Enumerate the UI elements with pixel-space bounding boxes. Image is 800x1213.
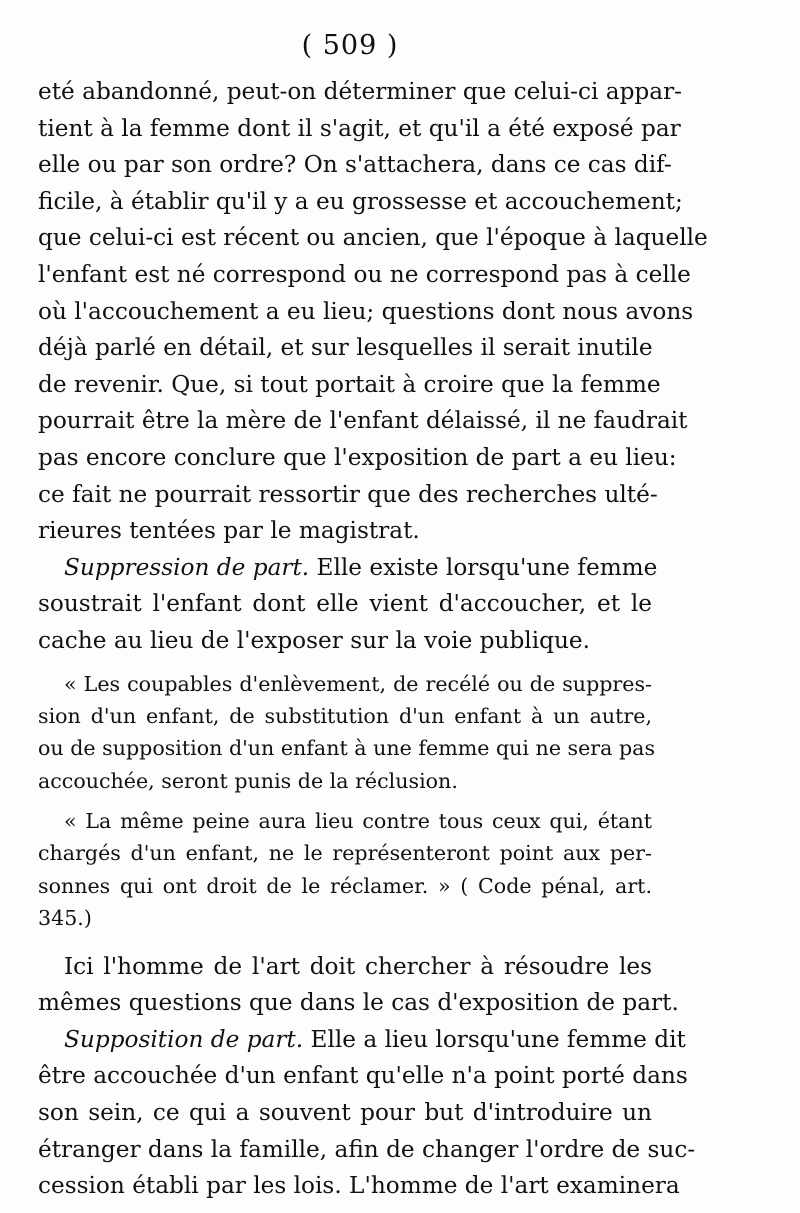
page-number: ( 509 ): [301, 30, 399, 61]
text-line: son sein, ce qui a souvent pour but d'introduire un: [38, 1099, 652, 1126]
text-line: [38, 1022, 686, 1059]
paragraph-suppression: [38, 550, 658, 660]
paragraph-supposition: [38, 1022, 696, 1205]
text-line: [38, 550, 658, 587]
body-text: [38, 74, 708, 1205]
text-line: tient à la femme dont il s'agit, et qu'il a été exposé par: [38, 114, 681, 142]
quote-line: accouchée, seront punis de la réclusion.: [38, 768, 458, 793]
quote-code-article-1: [38, 668, 656, 798]
text-line: rieures tentées par le magistrat.: [38, 517, 420, 545]
text-fragment: Elle a lieu lorsqu'une femme dit: [310, 1025, 686, 1053]
text-line: soustrait l'enfant dont elle vient d'accoucher, et le: [38, 590, 652, 618]
text-line: où l'accouchement a eu lieu; questions dont nous avons: [38, 297, 694, 325]
quote-line: sonnes qui ont droit de le réclamer. » ( Code pénal, art.: [38, 873, 652, 898]
paragraph-exposition: [38, 74, 708, 550]
text-line: pas encore conclure que l'exposition de part a eu lieu:: [38, 443, 677, 471]
text-line: ficile, à établir qu'il y a eu grossesse et accouchement;: [38, 187, 683, 215]
text-line: elle ou par son ordre? On s'attachera, dans ce cas dif-: [38, 151, 672, 179]
spacer: [38, 797, 652, 805]
quote-line: « Les coupables d'enlèvement, de recélé ou de suppres-: [64, 671, 652, 696]
text-line: Ici l'homme de l'art doit chercher à résoudre les: [64, 952, 652, 980]
text-line: être accouchée d'un enfant qu'elle n'a point porté dans: [38, 1062, 688, 1090]
section-heading-suppression: Suppression de part.: [64, 553, 310, 581]
text-line: que celui-ci est récent ou ancien, que l'époque à laquelle: [38, 224, 708, 252]
text-line: de revenir. Que, si tout portait à croire que la femme: [38, 370, 661, 398]
paragraph-homme-de-lart: [38, 949, 679, 1022]
quote-code-article-2: [38, 805, 652, 935]
text-line: cache au lieu de l'exposer sur la voie publique.: [38, 626, 591, 654]
text-line: pourrait être la mère de l'enfant délaissé, il ne faudrait: [38, 407, 688, 435]
quote-line: « La même peine aura lieu contre tous ceux qui, étant: [64, 809, 652, 834]
quote-line: 345.): [38, 906, 92, 931]
quote-line: chargés d'un enfant, ne le représenteront point aux per-: [38, 841, 652, 866]
quote-line: ou de supposition d'un enfant à une femme qui ne sera pas: [38, 736, 656, 761]
section-heading-supposition: Supposition de part.: [64, 1025, 304, 1053]
quote-line: sion d'un enfant, de substitution d'un enfant à un autre,: [38, 703, 652, 728]
text-line: ce fait ne pourrait ressortir que des recherches ulté-: [38, 480, 658, 508]
text-line: déjà parlé en détail, et sur lesquelles il serait inutile: [38, 334, 653, 362]
text-line: eté abandonné, peut-on déterminer que celui-ci appar-: [38, 78, 683, 105]
text-line: étranger dans la famille, afin de changer l'ordre de suc-: [38, 1135, 696, 1163]
text-line: mêmes questions que dans le cas d'exposition de part.: [38, 989, 679, 1017]
spacer: [38, 935, 652, 949]
spacer: [38, 660, 652, 668]
text-fragment: Elle existe lorsqu'une femme: [316, 553, 658, 581]
text-line: cession établi par les lois. L'homme de l'art examinera: [38, 1172, 680, 1200]
text-line: l'enfant est né correspond ou ne correspond pas à celle: [38, 260, 691, 288]
